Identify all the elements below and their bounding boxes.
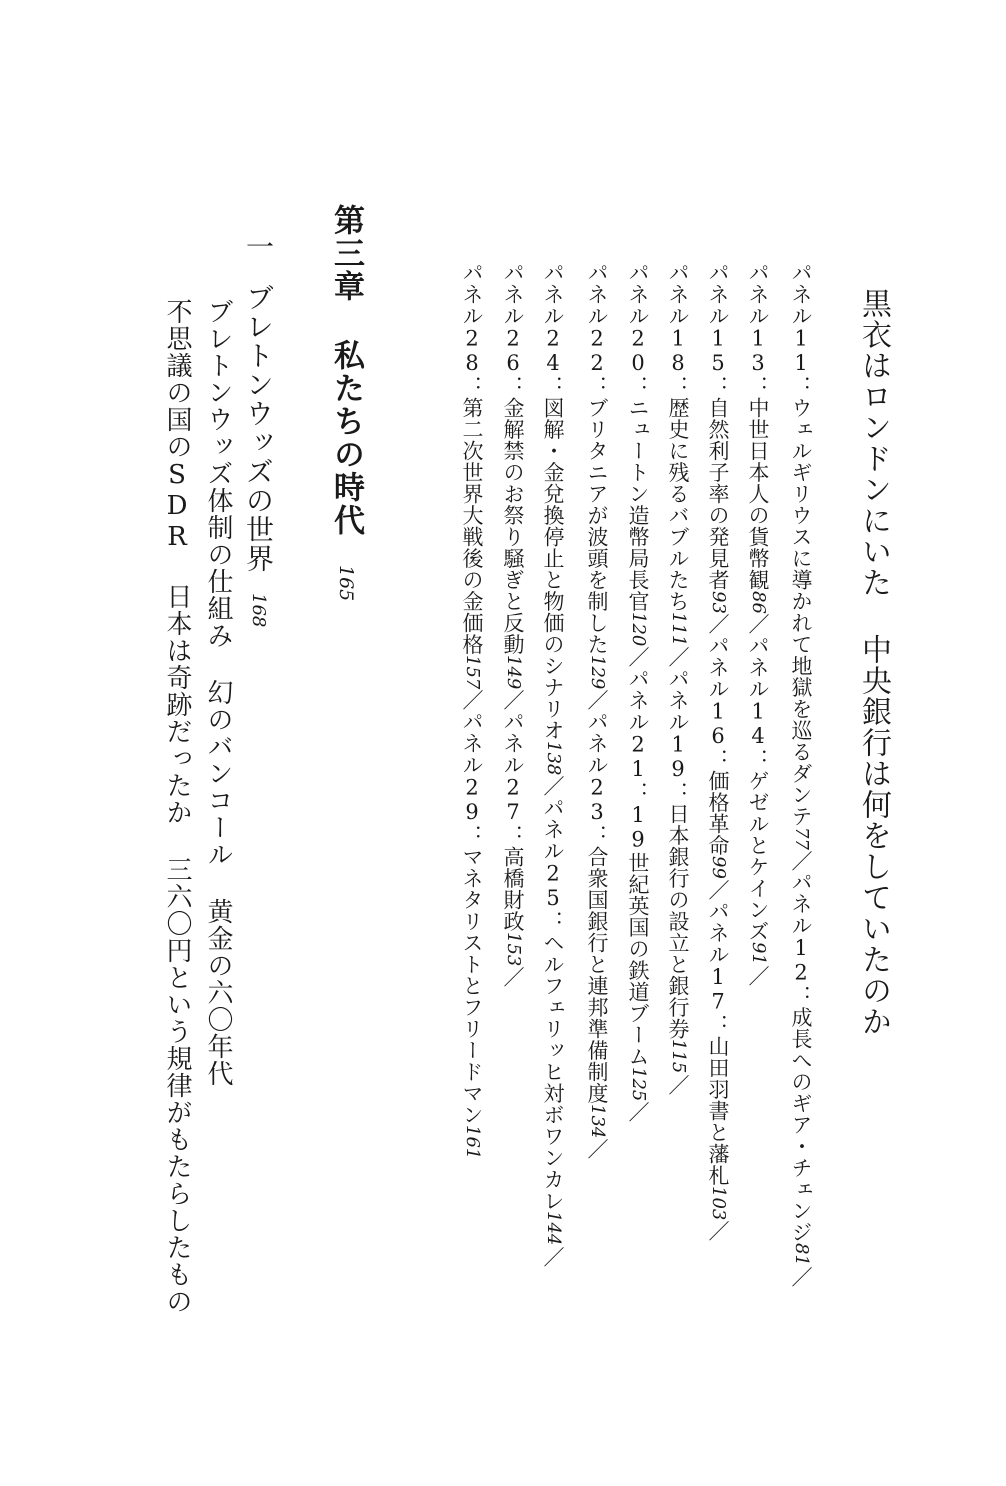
subsection-item: 不思議の国のSDR [162,298,192,553]
page-number: 144 [543,1211,564,1246]
separator-slash: ／ [541,775,565,797]
panel-line-4 [667,262,688,1095]
separator-slash: ／ [746,964,770,987]
page-number: 157 [462,655,483,690]
panel-title: パネル13：中世日本人の貨幣観 [746,262,770,591]
panel-line-5 [627,262,648,1123]
separator-slash: ／ [706,878,730,901]
subsection-line-1 [205,298,231,1087]
page-number: 134 [587,1103,608,1139]
panel-title: パネル15：自然利子率の発見者 [706,262,730,591]
separator-slash: ／ [541,1245,565,1268]
page-number: 149 [503,655,524,690]
panel-title: パネル17：山田羽書と藩札 [706,900,730,1186]
separator-slash: ／ [789,1265,813,1288]
section-heading [242,232,275,628]
separator-slash: ／ [706,1220,730,1242]
panel-title: パネル26：金解禁のお祭り騒ぎと反動 [501,262,525,655]
panel-line-7 [542,262,563,1267]
panel-line-6 [586,262,607,1160]
page-number: 161 [462,1125,483,1160]
separator-slash: ／ [585,1138,609,1160]
chapter-label: 第三章 [328,204,364,303]
separator-slash: ／ [706,613,730,635]
separator-slash: ／ [626,646,650,668]
page-number: 168 [248,593,269,628]
page-number: 153 [503,931,524,967]
panel-title: パネル14：ゲゼルとケインズ [746,634,770,942]
panel-line-9 [461,262,482,1160]
section-number: 一 [242,232,275,261]
page-number: 77 [791,827,812,850]
toc-heading-line [856,288,891,1037]
separator-slash: ／ [666,1073,690,1096]
panel-title: パネル18：歴史に残るバブルたち [666,262,690,612]
subsection-item: 三六〇円という規律がもたらしたもの [162,856,192,1315]
page-number: 81 [791,1242,812,1266]
panel-title: パネル23：合衆国銀行と連邦準備制度 [585,710,609,1104]
page-number: 111 [668,612,689,647]
page-number: 129 [587,655,608,690]
separator-slash: ／ [746,613,770,635]
page-number: 103 [708,1185,729,1221]
page-number: 99 [708,855,729,879]
page-number: 165 [335,565,357,602]
panel-line-2 [747,262,768,986]
separator-slash: ／ [666,646,690,668]
separator-slash: ／ [501,689,525,711]
panel-title: パネル24：図解・金兌換停止と物価のシナリオ [541,262,565,741]
subsection-item: 黄金の六〇年代 [203,898,233,1087]
panel-title: パネル12：成長へのギア・チェンジ [789,871,813,1243]
chapter-heading [328,204,364,602]
panel-title: パネル11：ウェルギリウスに導かれて地獄を巡るダンテ [789,262,813,827]
chapter-title: 私たちの時代 [328,339,364,537]
subsection-item: ブレトンウッズ体制の仕組み [203,298,233,649]
heading-part1: 黒衣はロンドンにいた [856,288,891,598]
page-number: 138 [543,741,564,776]
subsection-line-2 [164,298,190,1315]
panel-line-1 [790,262,811,1287]
subsection-item: 日本は奇跡だったか [162,583,192,826]
panel-title: パネル29：マネタリストとフリードマン [460,710,484,1126]
panel-line-3 [707,262,728,1242]
separator-slash: ／ [626,1101,650,1123]
panel-title: パネル20：ニュートン造幣局長官 [626,262,650,612]
subsection-item: 幻のバンコール [203,679,233,868]
page-number: 91 [748,941,769,965]
page-number: 86 [748,590,769,614]
page-number: 125 [628,1066,649,1102]
panel-line-8 [502,262,523,988]
page-number: 93 [708,590,729,614]
panel-title: パネル16：価格革命 [706,634,730,856]
section-title: ブレトンウッズの世界 [242,283,275,573]
page-number: 115 [668,1039,689,1074]
separator-slash: ／ [460,689,484,711]
panel-title: パネル21：19世紀英国の鉄道ブーム [626,667,650,1067]
panel-title: パネル22：ブリタニアが波頭を制した [585,262,609,655]
panel-title: パネル27：高橋財政 [501,710,525,932]
heading-part2: 中央銀行は何をしていたのか [856,634,891,1037]
separator-slash: ／ [585,689,609,711]
page-number: 120 [628,612,649,647]
separator-slash: ／ [789,849,813,872]
separator-slash: ／ [501,966,525,988]
panel-title: パネル25：ヘルフェリッヒ対ボワンカレ [541,796,565,1212]
panel-title: パネル28：第二次世界大戦後の金価格 [460,262,484,655]
panel-title: パネル19：日本銀行の設立と銀行券 [666,667,690,1040]
